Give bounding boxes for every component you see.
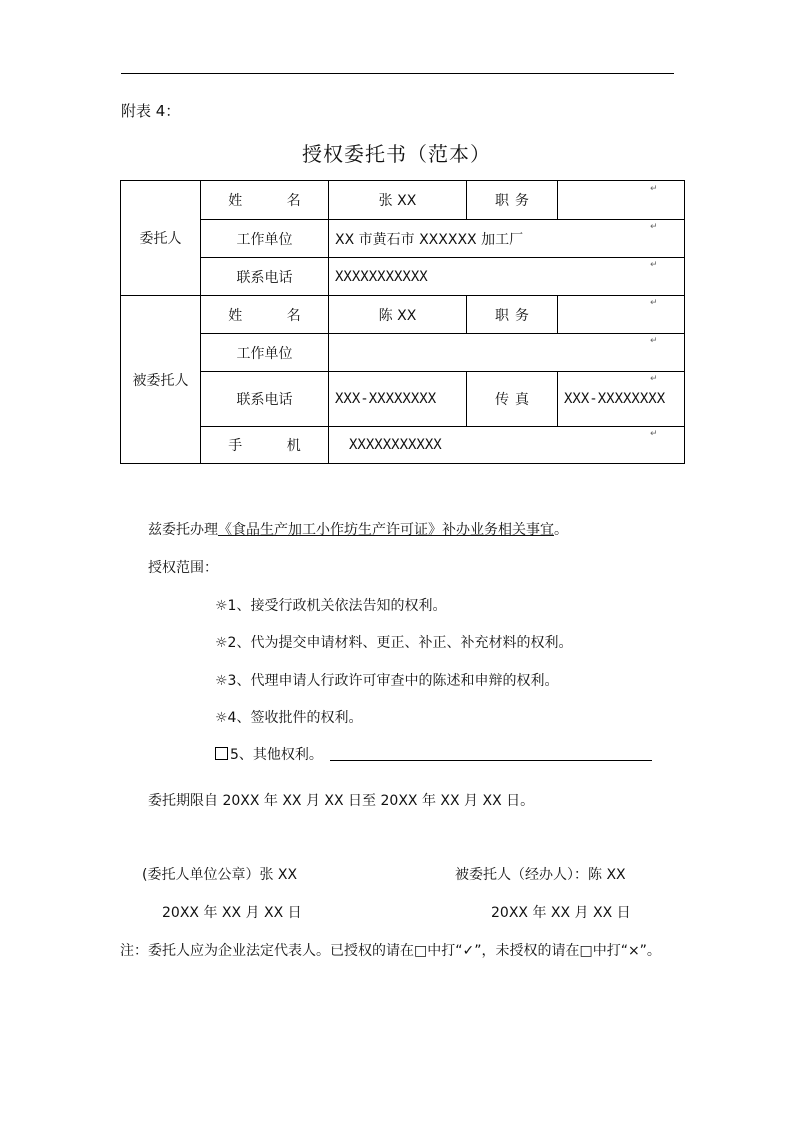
agent-label: 被委托人 (121, 296, 201, 464)
scope-item-5 (215, 744, 323, 764)
principal-date: 20XX 年 XX 月 XX 日 (162, 905, 302, 921)
phone-label: 联系电话 (201, 258, 329, 296)
principal-position (558, 181, 685, 220)
paragraph-mark: ↵ (650, 336, 658, 346)
term-text: 委托期限自 20XX 年 XX 月 XX 日至 20XX 年 XX 月 XX 日。 (148, 793, 535, 809)
mobile-label: 手 机 (201, 427, 329, 464)
other-rights-blank-line (330, 760, 652, 761)
appendix-label: 附表 4： (121, 102, 181, 120)
table-row (121, 334, 685, 372)
footnote: 注：委托人应为企业法定代表人。已授权的请在□中打“✓”，未授权的请在□中打“×”。 (120, 943, 661, 959)
delegation-prefix: 兹委托办理 (148, 522, 218, 538)
authorization-table (120, 180, 685, 464)
paragraph-mark: ↵ (650, 429, 658, 439)
agent-position (558, 296, 685, 334)
paragraph-mark: ↵ (650, 298, 658, 308)
scope-item-1: ☼1、接受行政机关依法告知的权利。 (215, 598, 447, 614)
scope-item-3: ☼3、代理申请人行政许可审查中的陈述和申辩的权利。 (215, 673, 559, 689)
delegation-subject: 《食品生产加工小作坊生产许可证》补办业务相关事宜 (218, 522, 554, 538)
position-label: 职务 (467, 181, 558, 220)
scope-item-4: ☼4、签收批件的权利。 (215, 710, 363, 726)
phone-label: 联系电话 (201, 372, 329, 427)
principal-label: 委托人 (121, 181, 201, 296)
name-label: 姓 名 (201, 181, 329, 220)
paragraph-mark: ↵ (650, 184, 658, 194)
paragraph-mark: ↵ (650, 374, 658, 384)
table-row (121, 220, 685, 258)
agent-name: 陈 XX (329, 296, 467, 334)
document-title: 授权委托书（范本） (302, 142, 491, 166)
table-row (121, 181, 685, 220)
agent-signature: 被委托人（经办人）：陈 XX (455, 867, 626, 883)
paragraph-mark: ↵ (650, 222, 658, 232)
agent-phone: XXX-XXXXXXXX (329, 372, 467, 427)
table-row (121, 258, 685, 296)
table-row (121, 427, 685, 464)
agent-work-unit (329, 334, 685, 372)
delegation-suffix: 。 (554, 522, 568, 538)
delegation-statement (148, 519, 568, 539)
checkbox[interactable] (215, 747, 228, 760)
agent-fax: XXX-XXXXXXXX (558, 372, 685, 427)
table-row (121, 372, 685, 427)
fax-label: 传真 (467, 372, 558, 427)
table-row (121, 296, 685, 334)
principal-name: 张 XX (329, 181, 467, 220)
work-unit-label: 工作单位 (201, 334, 329, 372)
agent-date: 20XX 年 XX 月 XX 日 (491, 905, 631, 921)
agent-mobile: XXXXXXXXXXX (329, 427, 685, 464)
scope-label: 授权范围： (148, 560, 218, 576)
paragraph-mark: ↵ (650, 260, 658, 270)
principal-signature: (委托人单位公章）张 XX (142, 867, 298, 883)
position-label: 职务 (467, 296, 558, 334)
principal-work-unit: XX 市黄石市 XXXXXX 加工厂 (329, 220, 685, 258)
principal-phone: XXXXXXXXXXX (329, 258, 685, 296)
scope-item-2: ☼2、代为提交申请材料、更正、补正、补充材料的权利。 (215, 635, 573, 651)
scope-other-label: 5、其他权利。 (230, 747, 323, 763)
header-rule (121, 73, 674, 74)
work-unit-label: 工作单位 (201, 220, 329, 258)
name-label: 姓 名 (201, 296, 329, 334)
